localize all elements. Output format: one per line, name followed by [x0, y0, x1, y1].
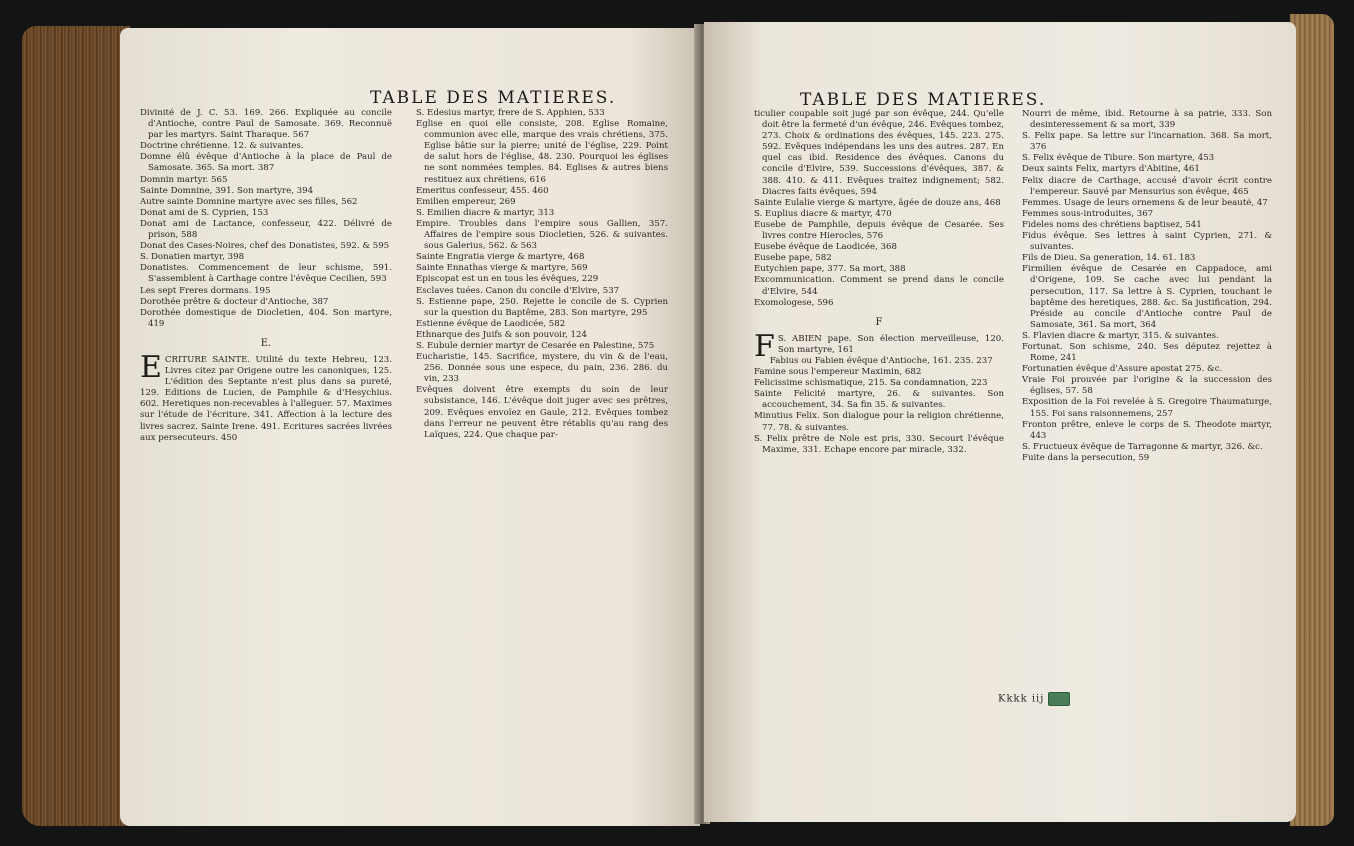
index-entry: S. Felix prêtre de Nole est pris, 330. Secourt l'évêque Maxime, 331. Echape encore par miracle, 332. [754, 433, 1004, 455]
index-entry: Les sept Freres dormans. 195 [140, 285, 271, 296]
section-heading-f: F [875, 316, 883, 328]
index-entry: Excommunication. Comment se prend dans le concile d'Elvire, 544 [754, 275, 1004, 297]
index-entry: Vraie Foi prouvée par l'origine & la succession des églises, 57. 58 [1022, 375, 1272, 397]
index-entry: S. Felix pape. Sa lettre sur l'incarnation. 368. Sa mort, 376 [1022, 131, 1272, 153]
index-entry: Emilien empereur, 269 [416, 196, 516, 207]
index-entry: Domne élû évêque d'Antioche à la place de Paul de Samosate. 365. Sa mort. 387 [140, 152, 392, 174]
index-column-left-2 [416, 108, 668, 441]
index-entry: Sainte Felicité martyre, 26. & suivantes. Son accouchement, 34. Sa fin 35. & suivantes. [754, 389, 1004, 411]
index-entry: Evêques doivent être exempts du soin de leur subsistance, 146. L'évêque doit juger avec ses prêtres, 209. Evêques envoïez en Gaule, 212. Evêques tombez dans l'erreur ne peuvent être rétablis qu'au rang des Laïques, 224. Que chaque par- [416, 385, 668, 440]
index-entry: Sainte Domnine, 391. Son martyre, 394 [140, 185, 314, 196]
book-page-edges-right [1290, 14, 1334, 826]
index-entry: Divinité de J. C. 53. 169. 266. Expliquée au concile d'Antioche, contre Paul de Samosate. 369. Reconnuë par les martyrs. Saint Tharaque. 567 [140, 108, 392, 141]
index-entry: Dorothée domestique de Diocletien, 404. Son martyre, 419 [140, 307, 392, 329]
index-entry: Donat ami de S. Cyprien, 153 [140, 207, 269, 218]
index-entry: Exposition de la Foi revelée à S. Gregoire Thaumaturge, 155. Foi sans raisonnemens, 257 [1022, 397, 1272, 419]
index-entry: Eusebe pape, 582 [754, 253, 832, 264]
index-entry: Donat ami de Lactance, confesseur, 422. Délivré de prison, 588 [140, 218, 392, 241]
index-entry: Fideles noms des chrétiens baptisez, 541 [1022, 219, 1202, 230]
index-entry: Episcopat est un en tous les évêques, 229 [416, 274, 599, 285]
index-entry: Fidus évêque. Ses lettres à saint Cyprien, 271. & suivantes. [1022, 231, 1272, 253]
index-entry: Sainte Eulalie vierge & martyre, âgée de douze ans, 468 [754, 197, 1001, 208]
section-heading-e: E. [260, 337, 272, 349]
index-entry: Felix diacre de Carthage, accusé d'avoir écrit contre l'empereur. Sauvé par Mensurius son évêque, 465 [1022, 175, 1272, 197]
index-entry: S. Fructueux évêque de Tarragonne & martyr, 326. &c. [1022, 441, 1263, 452]
right-page [704, 22, 1296, 822]
page-title-right: TABLE DES MATIERES. [800, 90, 1047, 110]
index-entry: Sainte Ennathas vierge & martyre, 569 [416, 263, 588, 274]
index-entry: Eusebe évêque de Laodicée, 368 [754, 242, 897, 253]
index-entry: Femmes. Usage de leurs ornemens & de leur beauté, 47 [1022, 197, 1268, 208]
index-entry: Sainte Engratia vierge & martyre, 468 [416, 252, 585, 263]
index-entry: Ethnarque des Juifs & son pouvoir, 124 [416, 329, 587, 340]
section-e-entry [140, 349, 392, 444]
index-entry: Domnin martyr. 565 [140, 174, 228, 185]
index-entry: Eglise en quoi elle consiste, 208. Eglise Romaine, communion avec elle, marque des vrais chrétiens, 375. Eglise bâtie sur la pierre; unité de l'église, 229. Point de salut hors de l'église, 48. 230. Pourquoi les églises ne sont nommées temples. 84. Eglises & autres biens restituez aux chrétiens, 616 [416, 119, 668, 185]
index-entry: Dorothée prêtre & docteur d'Antioche, 387 [140, 296, 329, 307]
index-entry: Fils de Dieu. Sa generation, 14. 61. 183 [1022, 253, 1196, 264]
index-entry: Firmilien évêque de Cesarée en Cappadoce, ami d'Origene, 109. Se cache avec lui pendant la persecution, 117. Sa lettre à S. Cyprien, touchant le baptême des heretiques, 288. &c. Sa justification, 294. Préside au concile d'Antioche contre Paul de Samosate, 361. Sa mort, 364 [1022, 264, 1272, 330]
index-entry: S. Eubule dernier martyr de Cesarée en Palestine, 575 [416, 340, 655, 351]
index-entry: Famine sous l'empereur Maximin, 682 [754, 367, 922, 378]
index-entry: Deux saints Felix, martyrs d'Abitine, 461 [1022, 164, 1200, 175]
drop-cap-f: F [754, 328, 775, 364]
index-entry: Fronton prêtre, enleve le corps de S. Theodote martyr, 443 [1022, 419, 1272, 441]
section-e-text: CRITURE SAINTE. Utilité du texte Hebreu, 123. Livres citez par Origene outre les canoniques, 125. L'édition des Septante n'est plus dans sa pureté, 129. Editions de Lucien, de Pamphile & d'Hesychius. 602. Heretiques non-recevables à l'alleguer. 57. Maximes sur l'étude de l'écriture. 341. Affection à la lecture des livres sacrez. Sainte Irene. 491. Ecritures sacrées livrées aux persecuteurs. 450 [140, 354, 392, 443]
signature-mark: Kkkk iij [998, 693, 1045, 705]
index-column-right-2 [1022, 109, 1272, 464]
index-entry: Empire. Troubles dans l'empire sous Gallien, 357. Affaires de l'empire sous Diocletien, 526. & suivantes. sous Galerius, 562. & 563 [416, 218, 668, 252]
page-title-left: TABLE DES MATIERES. [370, 88, 617, 108]
index-entry: Estienne évêque de Laodicée, 582 [416, 318, 566, 329]
index-entry: S. Flavien diacre & martyr, 315. & suivantes. [1022, 330, 1219, 341]
index-entry: Doctrine chrétienne. 12. & suivantes. [140, 141, 304, 152]
index-entry: ticulier coupable soit jugé par son évêque, 244. Qu'elle doit être la fermeté d'un évêque, 246. Evêques tombez, 273. Choix & ordinations des évêques, 145. 223. 275. 592. Evêques indépendans les uns des autres. 287. En quel cas ibid. Residence des évêques. Canons du concile d'Elvire, 539. Successions d'évêques, 387. & 388. 410. & 411. Evêques traitez indignement; 582. Diacres faits évêques, 594 [754, 109, 1004, 197]
left-page [120, 28, 700, 826]
index-entry: Minutius Felix. Son dialogue pour la religion chrétienne, 77. 78. & suivantes. [754, 411, 1004, 433]
index-entry: S. Felix évêque de Tibure. Son martyre, 453 [1022, 153, 1215, 164]
index-column-right-1 [754, 109, 1004, 456]
index-entry: Esclaves tuées. Canon du concile d'Elvire, 537 [416, 285, 620, 296]
index-entry: Nourri de même, ibid. Retourne à sa patrie, 333. Son desinteressement & sa mort, 339 [1022, 109, 1272, 131]
index-entry: Donatistes. Commencement de leur schisme, 591. S'assemblent à Carthage contre l'évêque Cecilien, 593 [140, 263, 392, 285]
index-entry: Eucharistie, 145. Sacrifice, mystere, du vin & de l'eau, 256. Donnée sous une espece, du pain, 236. 286. du vin, 233 [416, 352, 668, 385]
index-entry: S. Estienne pape, 250. Rejette le concile de S. Cyprien sur la question du Baptême, 283. Son martyre, 295 [416, 296, 668, 318]
index-entry: Felicissime schismatique, 215. Sa condamnation, 223 [754, 378, 988, 389]
index-entry: S. Euplius diacre & martyr, 470 [754, 208, 892, 219]
index-entry: Fortunatien évêque d'Assure apostat 275. &c. [1022, 364, 1223, 375]
index-entry: Donat des Cases-Noires, chef des Donatistes, 592. & 595 [140, 241, 390, 252]
index-entry: Fortunat. Son schisme, 240. Ses députez rejettez à Rome, 241 [1022, 341, 1272, 364]
index-entry: Fuite dans la persecution, 59 [1022, 452, 1150, 463]
index-entry: S. Edesius martyr, frere de S. Apphien, 533 [416, 108, 605, 118]
index-entry: Fabius ou Fabien évêque d'Antioche, 161. 235. 237 [769, 355, 993, 366]
index-entry: Eusebe de Pamphile, depuis évêque de Cesarée. Ses livres contre Hierocles, 576 [754, 219, 1004, 242]
drop-cap-e: E [140, 349, 162, 385]
index-column-left-1 [140, 108, 392, 444]
index-entry: Eutychien pape, 377. Sa mort, 388 [754, 264, 906, 275]
index-entry: S. Emilien diacre & martyr, 313 [416, 207, 555, 218]
section-f-text: S. ABIEN pape. Son élection merveilleuse, 120. Son martyre, 161 [777, 333, 1004, 355]
index-entry: Femmes sous-introduites, 367 [1022, 208, 1154, 219]
index-entry: Autre sainte Domnine martyre avec ses filles, 562 [140, 196, 358, 207]
book-page-edges-left [22, 26, 130, 826]
index-entry: Exomologese, 596 [754, 297, 834, 308]
index-entry: S. Donatien martyr, 398 [140, 252, 245, 263]
page-signature [998, 692, 1070, 706]
index-entry: Emeritus confesseur, 455. 460 [416, 185, 549, 196]
library-stamp-icon [1048, 692, 1070, 706]
